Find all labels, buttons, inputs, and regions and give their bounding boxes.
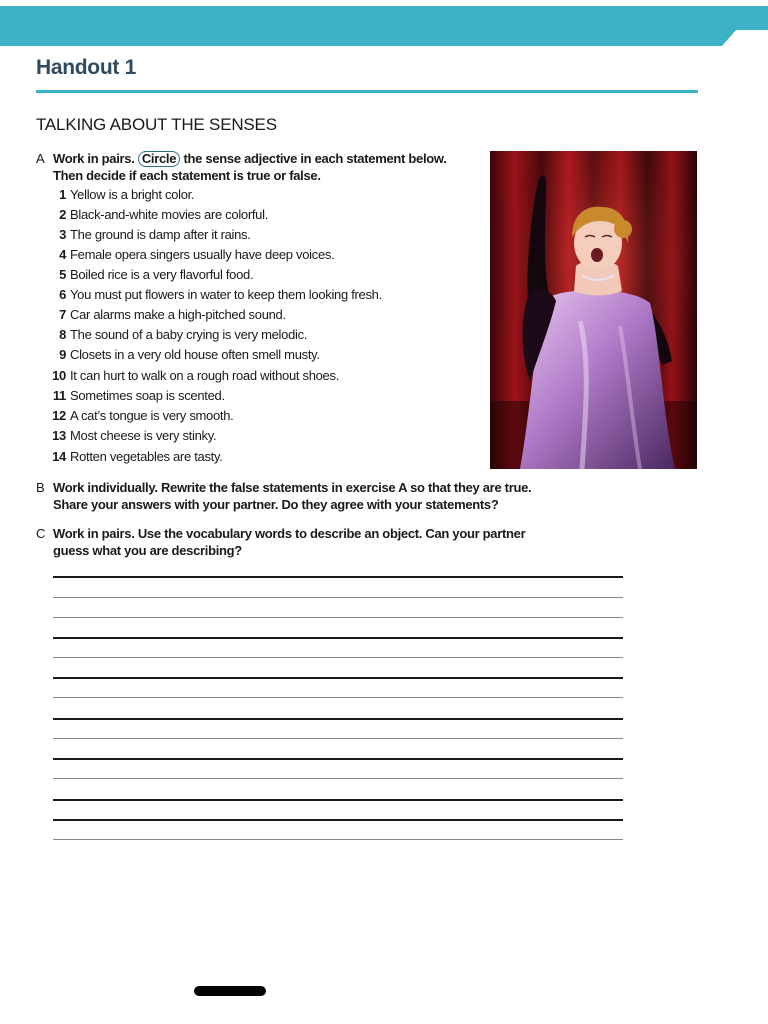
exercise-b-letter: B	[36, 480, 45, 495]
item-text: Sometimes soap is scented.	[70, 388, 225, 403]
item-number: 10	[52, 368, 66, 383]
exercise-a-text-after: the sense adjective in each statement below.	[183, 151, 447, 166]
writing-line[interactable]	[53, 617, 623, 618]
writing-line[interactable]	[53, 697, 623, 698]
exercise-a-line2: Then decide if each statement is true or false.	[53, 168, 321, 183]
exercise-b-line1: Work individually. Rewrite the false statements in exercise A so that they are true.	[53, 480, 532, 495]
exercise-a	[36, 150, 476, 186]
item-number: 9	[59, 347, 66, 362]
item-text: Car alarms make a high-pitched sound.	[70, 307, 286, 322]
exercise-b-instructions	[53, 479, 531, 513]
item-number: 11	[52, 388, 66, 403]
item-number: 8	[59, 327, 66, 342]
writing-line[interactable]	[53, 597, 623, 598]
item-text: A cat’s tongue is very smooth.	[70, 408, 234, 423]
item-text: The ground is damp after it rains.	[70, 227, 251, 242]
item-number: 5	[59, 267, 66, 282]
opera-singer-photo	[490, 151, 697, 469]
item-number: 2	[59, 207, 66, 222]
handout-title: Handout 1	[36, 56, 136, 79]
exercise-a-letter: A	[36, 151, 45, 166]
writing-line[interactable]	[53, 657, 623, 658]
exercise-c-line1: Work in pairs. Use the vocabulary words to describe an object. Can your partner	[53, 526, 526, 541]
exercise-b-line2: Share your answers with your partner. Do they agree with your statements?	[53, 497, 499, 512]
item-text: It can hurt to walk on a rough road without shoes.	[70, 368, 340, 383]
exercise-c-letter: C	[36, 526, 46, 541]
item-text: Boiled rice is a very flavorful food.	[70, 267, 254, 282]
item-text: Yellow is a bright color.	[70, 187, 195, 202]
item-number: 1	[59, 187, 66, 202]
item-text: You must put flowers in water to keep them looking fresh.	[70, 287, 382, 302]
home-indicator-bar[interactable]	[194, 986, 266, 996]
item-number: 4	[59, 247, 66, 262]
exercise-c	[36, 525, 556, 561]
title-divider	[36, 90, 698, 93]
writing-line[interactable]	[53, 778, 623, 779]
writing-line[interactable]	[53, 819, 623, 821]
writing-line[interactable]	[53, 637, 623, 639]
item-text: The sound of a baby crying is very melodic.	[70, 327, 308, 342]
item-text: Closets in a very old house often smell musty.	[70, 347, 320, 362]
writing-line[interactable]	[53, 718, 623, 720]
writing-line[interactable]	[53, 677, 623, 679]
item-number: 13	[52, 428, 66, 443]
writing-line[interactable]	[53, 576, 623, 578]
exercise-a-text-before: Work in pairs.	[53, 151, 135, 166]
exercise-b	[36, 479, 556, 515]
circle-word: Circle	[138, 151, 180, 167]
item-text: Female opera singers usually have deep voices.	[70, 247, 335, 262]
writing-line[interactable]	[53, 738, 623, 739]
writing-line[interactable]	[53, 799, 623, 801]
item-number: 7	[59, 307, 66, 322]
exercise-a-instructions	[53, 150, 447, 184]
header-band	[0, 6, 768, 46]
item-number: 12	[52, 408, 66, 423]
exercise-c-line2: guess what you are describing?	[53, 543, 242, 558]
writing-line[interactable]	[53, 839, 623, 840]
exercise-c-instructions	[53, 525, 525, 559]
section-title: TALKING ABOUT THE SENSES	[36, 115, 277, 134]
writing-line[interactable]	[53, 758, 623, 760]
item-number: 14	[52, 449, 66, 464]
item-text: Most cheese is very stinky.	[70, 428, 217, 443]
item-text: Rotten vegetables are tasty.	[70, 449, 223, 464]
item-number: 6	[59, 287, 66, 302]
item-text: Black-and-white movies are colorful.	[70, 207, 269, 222]
item-number: 3	[59, 227, 66, 242]
